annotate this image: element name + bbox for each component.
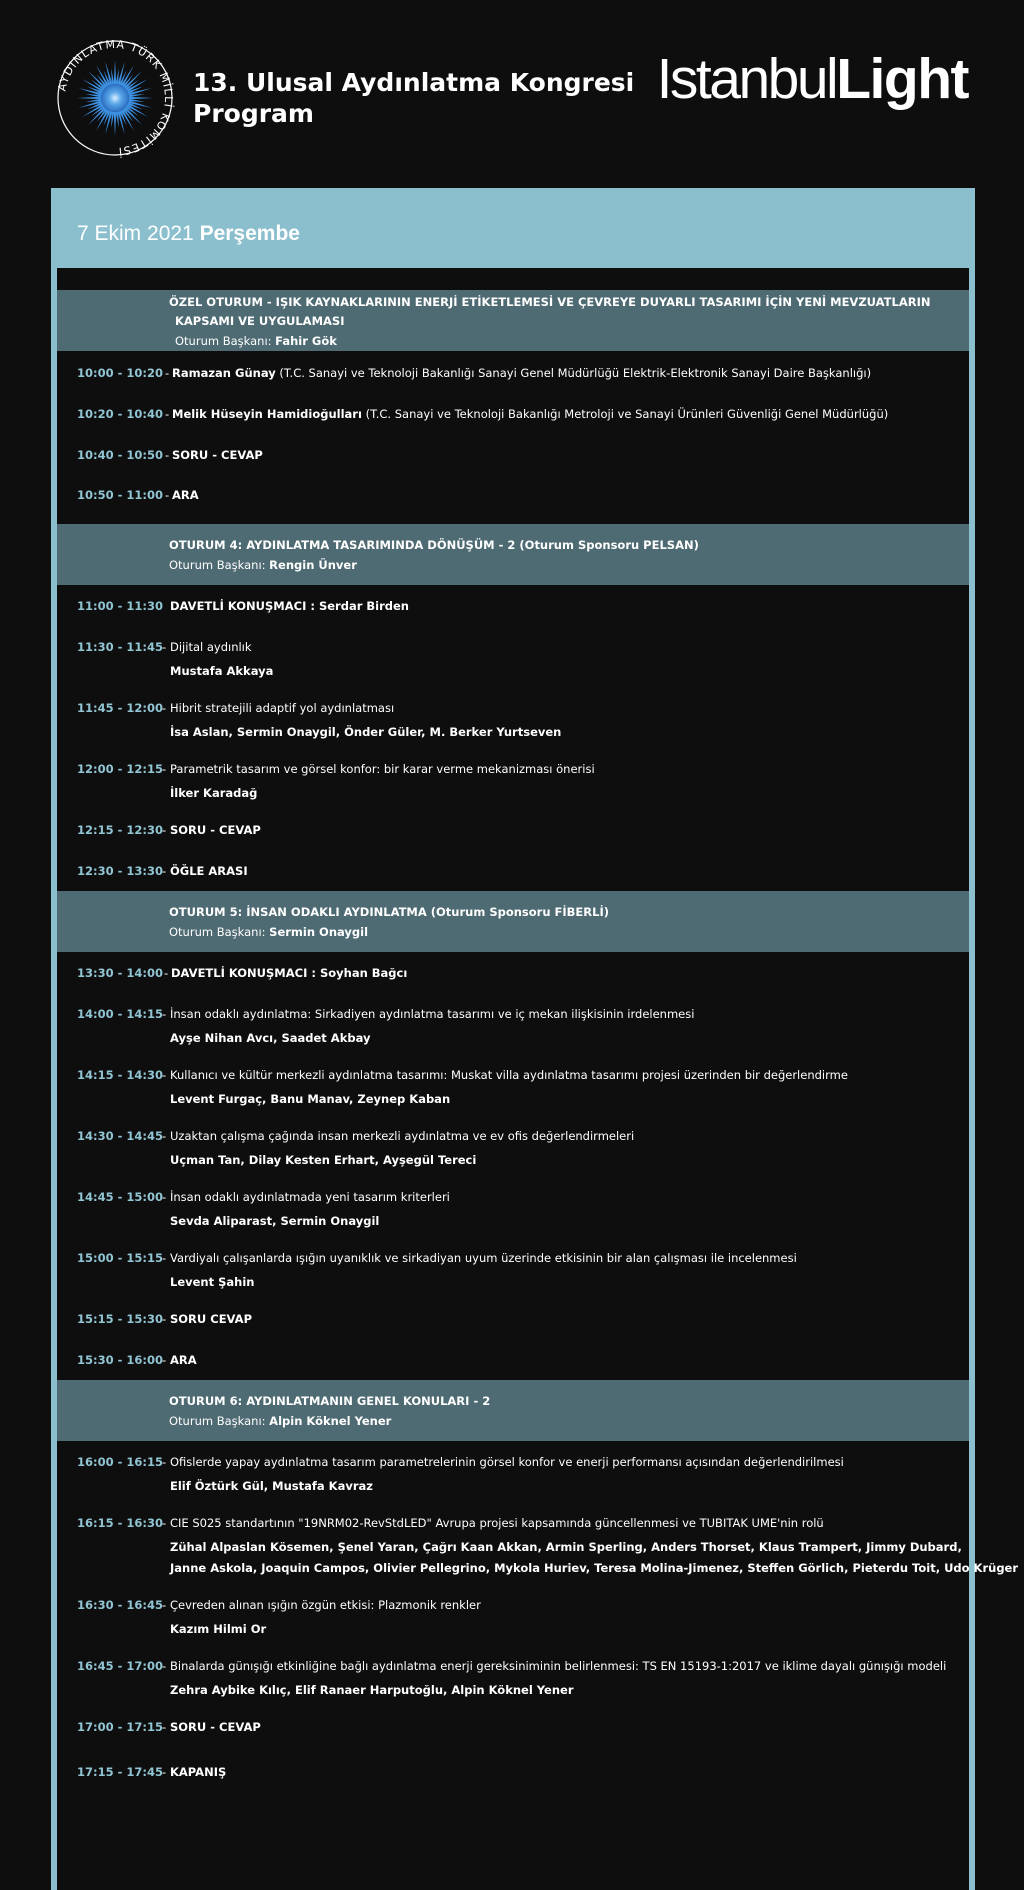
- item-dash: -: [162, 1765, 167, 1779]
- item-desc: [172, 366, 871, 380]
- paper-authors-cont: Janne Askola, Joaquin Campos, Olivier Pellegrino, Mykola Huriev, Teresa Molina-Jimenez, Steffen Görlich, Pieterdu Toit, Udo Krüger: [170, 1561, 1019, 1575]
- paper-title: Parametrik tasarım ve görsel konfor: bir karar verme mekanizması önerisi: [170, 762, 595, 776]
- item-dash: -: [165, 488, 170, 502]
- paper-authors: Levent Şahin: [170, 1275, 255, 1289]
- paper-title: Hibrit stratejili adaptif yol aydınlatması: [170, 701, 395, 715]
- schedule-item: [0, 1068, 1024, 1106]
- session-title-cont: KAPSAMI VE UYGULAMASI: [175, 314, 345, 328]
- session-chair: [175, 334, 337, 348]
- schedule-item: [0, 1129, 1024, 1167]
- item-label: SORU - CEVAP: [172, 448, 263, 462]
- paper-title: Dijital aydınlık: [170, 640, 252, 654]
- item-time: 15:00 - 15:15: [77, 1251, 163, 1265]
- paper-title: Çevreden alınan ışığın özgün etkisi: Plazmonik renkler: [170, 1598, 481, 1612]
- item-dash: -: [162, 1659, 167, 1673]
- schedule-item: [0, 823, 1024, 843]
- item-label: DAVETLİ KONUŞMACI : Soyhan Bağcı: [171, 966, 408, 980]
- item-label: SORU CEVAP: [170, 1312, 252, 1326]
- page-title: [193, 67, 634, 129]
- session-chair: [169, 558, 357, 572]
- item-time: 10:20 - 10:40: [77, 407, 163, 421]
- paper-title: İnsan odaklı aydınlatma: Sirkadiyen aydınlatma tasarımı ve iç mekan ilişkisinin irdelenmesi: [170, 1007, 695, 1021]
- item-time: 10:50 - 11:00: [77, 488, 163, 502]
- item-time: 17:15 - 17:45: [77, 1765, 163, 1779]
- title-line-2: Program: [193, 99, 314, 128]
- item-dash: -: [162, 1312, 167, 1326]
- session-title: ÖZEL OTURUM - IŞIK KAYNAKLARININ ENERJİ ETİKETLEMESİ VE ÇEVREYE DUYARLI TASARIMI İÇİN YENİ MEVZUATLARIN: [169, 295, 931, 309]
- item-dash: -: [165, 407, 170, 421]
- schedule-item: [0, 1659, 1024, 1697]
- schedule-item: [0, 1190, 1024, 1228]
- item-dash: -: [165, 366, 170, 380]
- sun-ray: [124, 107, 142, 125]
- item-desc: [170, 864, 248, 878]
- schedule-item: [0, 1765, 1024, 1785]
- session-title: OTURUM 4: AYDINLATMA TASARIMINDA DÖNÜŞÜM - 2 (Oturum Sponsoru PELSAN): [169, 538, 699, 552]
- logo: [55, 38, 175, 158]
- item-label: SORU - CEVAP: [170, 1720, 261, 1734]
- schedule-item: [0, 407, 1024, 427]
- item-time: 16:00 - 16:15: [77, 1455, 163, 1469]
- paper-authors: Zehra Aybike Kılıç, Elif Ranaer Harputoğlu, Alpin Köknel Yener: [170, 1683, 574, 1697]
- item-time: 16:45 - 17:00: [77, 1659, 163, 1673]
- chair-name: Fahir Gök: [275, 334, 337, 348]
- item-dash: -: [162, 701, 167, 715]
- item-dash: -: [162, 823, 167, 837]
- item-desc: [170, 1765, 226, 1779]
- sun-ray: [77, 97, 101, 100]
- sun-ray: [114, 112, 117, 136]
- sun-ray: [124, 71, 142, 89]
- item-dash: -: [162, 1598, 167, 1612]
- paper-authors: İlker Karadağ: [170, 786, 258, 800]
- weekday-text: Perşembe: [199, 222, 300, 245]
- schedule-item: [0, 640, 1024, 678]
- date-text: 7 Ekim 2021: [77, 222, 194, 245]
- session-title: OTURUM 6: AYDINLATMANIN GENEL KONULARI - 2: [169, 1394, 491, 1408]
- item-time: 10:40 - 10:50: [77, 448, 163, 462]
- item-dash: -: [162, 1720, 167, 1734]
- istanbul-light-logo: [657, 44, 968, 114]
- schedule-item: [0, 1312, 1024, 1332]
- item-dash: -: [162, 1251, 167, 1265]
- schedule-item: [0, 366, 1024, 386]
- schedule-item: [0, 1353, 1024, 1373]
- paper-authors: Elif Öztürk Gül, Mustafa Kavraz: [170, 1479, 373, 1493]
- schedule-item: [0, 1251, 1024, 1289]
- session-header-6: [57, 1380, 969, 1441]
- chair-label: Oturum Başkanı:: [169, 558, 266, 572]
- page-header: [0, 0, 1024, 188]
- item-time: 16:30 - 16:45: [77, 1598, 163, 1612]
- item-label: ÖĞLE ARASI: [170, 864, 248, 878]
- item-dash: -: [162, 762, 167, 776]
- schedule-item: [0, 1455, 1024, 1493]
- chair-name: Sermin Onaygil: [269, 925, 369, 939]
- item-time: 16:15 - 16:30: [77, 1516, 163, 1530]
- item-desc: [170, 1312, 252, 1326]
- item-time: 12:30 - 13:30: [77, 864, 163, 878]
- schedule-item: [0, 762, 1024, 800]
- item-time: 14:15 - 14:30: [77, 1068, 163, 1082]
- item-dash: -: [162, 1353, 167, 1367]
- chair-label: Oturum Başkanı:: [169, 925, 266, 939]
- paper-authors: Sevda Aliparast, Sermin Onaygil: [170, 1214, 380, 1228]
- chair-label: Oturum Başkanı:: [175, 334, 272, 348]
- item-dash: -: [162, 1129, 167, 1143]
- item-time: 15:15 - 15:30: [77, 1312, 163, 1326]
- item-time: 14:30 - 14:45: [77, 1129, 163, 1143]
- chair-name: Alpin Köknel Yener: [269, 1414, 392, 1428]
- brand-regular: Istanbul: [656, 47, 837, 111]
- item-time: 12:15 - 12:30: [77, 823, 163, 837]
- session-header-5: [57, 891, 969, 952]
- speaker-name: Melik Hüseyin Hamidioğulları: [172, 407, 362, 421]
- paper-title: CIE S025 standartının "19NRM02-RevStdLED" Avrupa projesi kapsamında güncellenmesi ve TUBITAK UME'nin rolü: [170, 1516, 824, 1530]
- schedule-item: [0, 1598, 1024, 1636]
- schedule-item: [0, 1516, 1024, 1575]
- paper-authors: Uçman Tan, Dilay Kesten Erhart, Ayşegül Tereci: [170, 1153, 477, 1167]
- speaker-name: Ramazan Günay: [172, 366, 276, 380]
- chair-label: Oturum Başkanı:: [169, 1414, 266, 1428]
- date-bar: [51, 188, 975, 268]
- item-dash: -: [162, 1068, 167, 1082]
- chair-name: Rengin Ünver: [269, 558, 357, 572]
- brand-bold: Light: [836, 47, 968, 111]
- paper-title: Kullanıcı ve kültür merkezli aydınlatma tasarımı: Muskat villa aydınlatma tasarımı projesi üzerinden bir değerlendirme: [170, 1068, 848, 1082]
- item-label: DAVETLİ KONUŞMACI : Serdar Birden: [170, 599, 409, 613]
- paper-authors: Kazım Hilmi Or: [170, 1622, 267, 1636]
- item-time: 11:45 - 12:00: [77, 701, 163, 715]
- item-desc: [171, 966, 407, 980]
- sun-ray: [114, 60, 117, 84]
- session-chair: [169, 1414, 391, 1428]
- item-label: SORU - CEVAP: [170, 823, 261, 837]
- sun-ray: [88, 107, 106, 125]
- paper-title: İnsan odaklı aydınlatmada yeni tasarım kriterleri: [170, 1190, 450, 1204]
- paper-title: Vardiyalı çalışanlarda ışığın uyanıklık ve sirkadiyan uyum üzerinde etkisinin bir alan çalışması ile incelenmesi: [170, 1251, 797, 1265]
- schedule-item: [0, 1007, 1024, 1045]
- item-label: ARA: [172, 488, 199, 502]
- item-time: 11:00 - 11:30: [77, 599, 163, 613]
- sun-ray: [88, 71, 106, 89]
- item-dash: -: [162, 1516, 167, 1530]
- item-desc: [170, 1353, 197, 1367]
- item-label: KAPANIŞ: [170, 1765, 227, 1779]
- item-dash: -: [162, 1007, 167, 1021]
- item-dash: -: [164, 966, 169, 980]
- paper-authors: Ayşe Nihan Avcı, Saadet Akbay: [170, 1031, 371, 1045]
- schedule-item: [0, 488, 1024, 508]
- schedule-item: [0, 966, 1024, 986]
- paper-title: Binalarda günışığı etkinliğine bağlı aydınlatma enerji gereksiniminin belirlenmesi: TS EN 15193-1:2017 ve iklime dayalı günışığı modeli: [170, 1659, 947, 1673]
- sun-ray: [129, 97, 153, 100]
- paper-title: Ofislerde yapay aydınlatma tasarım parametrelerinin görsel konfor ve enerji performansı açısından değerlendirilmesi: [170, 1455, 844, 1469]
- item-desc: [170, 599, 409, 613]
- schedule-item: [0, 599, 1024, 619]
- item-dash: -: [162, 640, 167, 654]
- item-time: 14:00 - 14:15: [77, 1007, 163, 1021]
- item-desc: [170, 1720, 261, 1734]
- paper-title: Uzaktan çalışma çağında insan merkezli aydınlatma ve ev ofis değerlendirmeleri: [170, 1129, 635, 1143]
- title-line-1: 13. Ulusal Aydınlatma Kongresi: [193, 68, 635, 97]
- item-time: 11:30 - 11:45: [77, 640, 163, 654]
- paper-authors: Mustafa Akkaya: [170, 664, 274, 678]
- item-desc: [170, 823, 261, 837]
- speaker-affiliation: (T.C. Sanayi ve Teknoloji Bakanlığı Sanayi Genel Müdürlüğü Elektrik-Elektronik Sanayi Daire Başkanlığı): [275, 366, 872, 380]
- item-dash: -: [162, 864, 167, 878]
- item-dash: -: [165, 448, 170, 462]
- session-header-4: [57, 524, 969, 585]
- session-header-special: [57, 290, 969, 351]
- item-time: 10:00 - 10:20: [77, 366, 163, 380]
- item-time: 17:00 - 17:15: [77, 1720, 163, 1734]
- item-label: ARA: [170, 1353, 197, 1367]
- schedule-item: [0, 864, 1024, 884]
- schedule-item: [0, 1720, 1024, 1740]
- item-time: 13:30 - 14:00: [77, 966, 163, 980]
- session-title: OTURUM 5: İNSAN ODAKLI AYDINLATMA (Oturum Sponsoru FİBERLİ): [169, 905, 610, 919]
- item-dash: -: [162, 1455, 167, 1469]
- item-dash: -: [162, 1190, 167, 1204]
- paper-authors: İsa Aslan, Sermin Onaygil, Önder Güler, M. Berker Yurtseven: [170, 725, 562, 739]
- program-date: [77, 222, 300, 246]
- logo-ring-text: AYDINLATMA TÜRK MİLLİ KOMİTESİ: [55, 38, 175, 158]
- speaker-affiliation: (T.C. Sanayi ve Teknoloji Bakanlığı Metroloji ve Sanayi Ürünleri Güvenliği Genel Müdürlüğü): [361, 407, 889, 421]
- paper-authors: Levent Furgaç, Banu Manav, Zeynep Kaban: [170, 1092, 451, 1106]
- session-chair: [169, 925, 368, 939]
- item-time: 15:30 - 16:00: [77, 1353, 163, 1367]
- schedule-item: [0, 701, 1024, 739]
- item-time: 14:45 - 15:00: [77, 1190, 163, 1204]
- item-desc: [172, 488, 199, 502]
- paper-authors: Zühal Alpaslan Kösemen, Şenel Yaran, Çağrı Kaan Akkan, Armin Sperling, Anders Thorset, Klaus Trampert, Jimmy Dubard,: [170, 1540, 962, 1554]
- item-time: 12:00 - 12:15: [77, 762, 163, 776]
- item-desc: [172, 448, 263, 462]
- item-desc: [172, 407, 888, 421]
- schedule-item: [0, 448, 1024, 468]
